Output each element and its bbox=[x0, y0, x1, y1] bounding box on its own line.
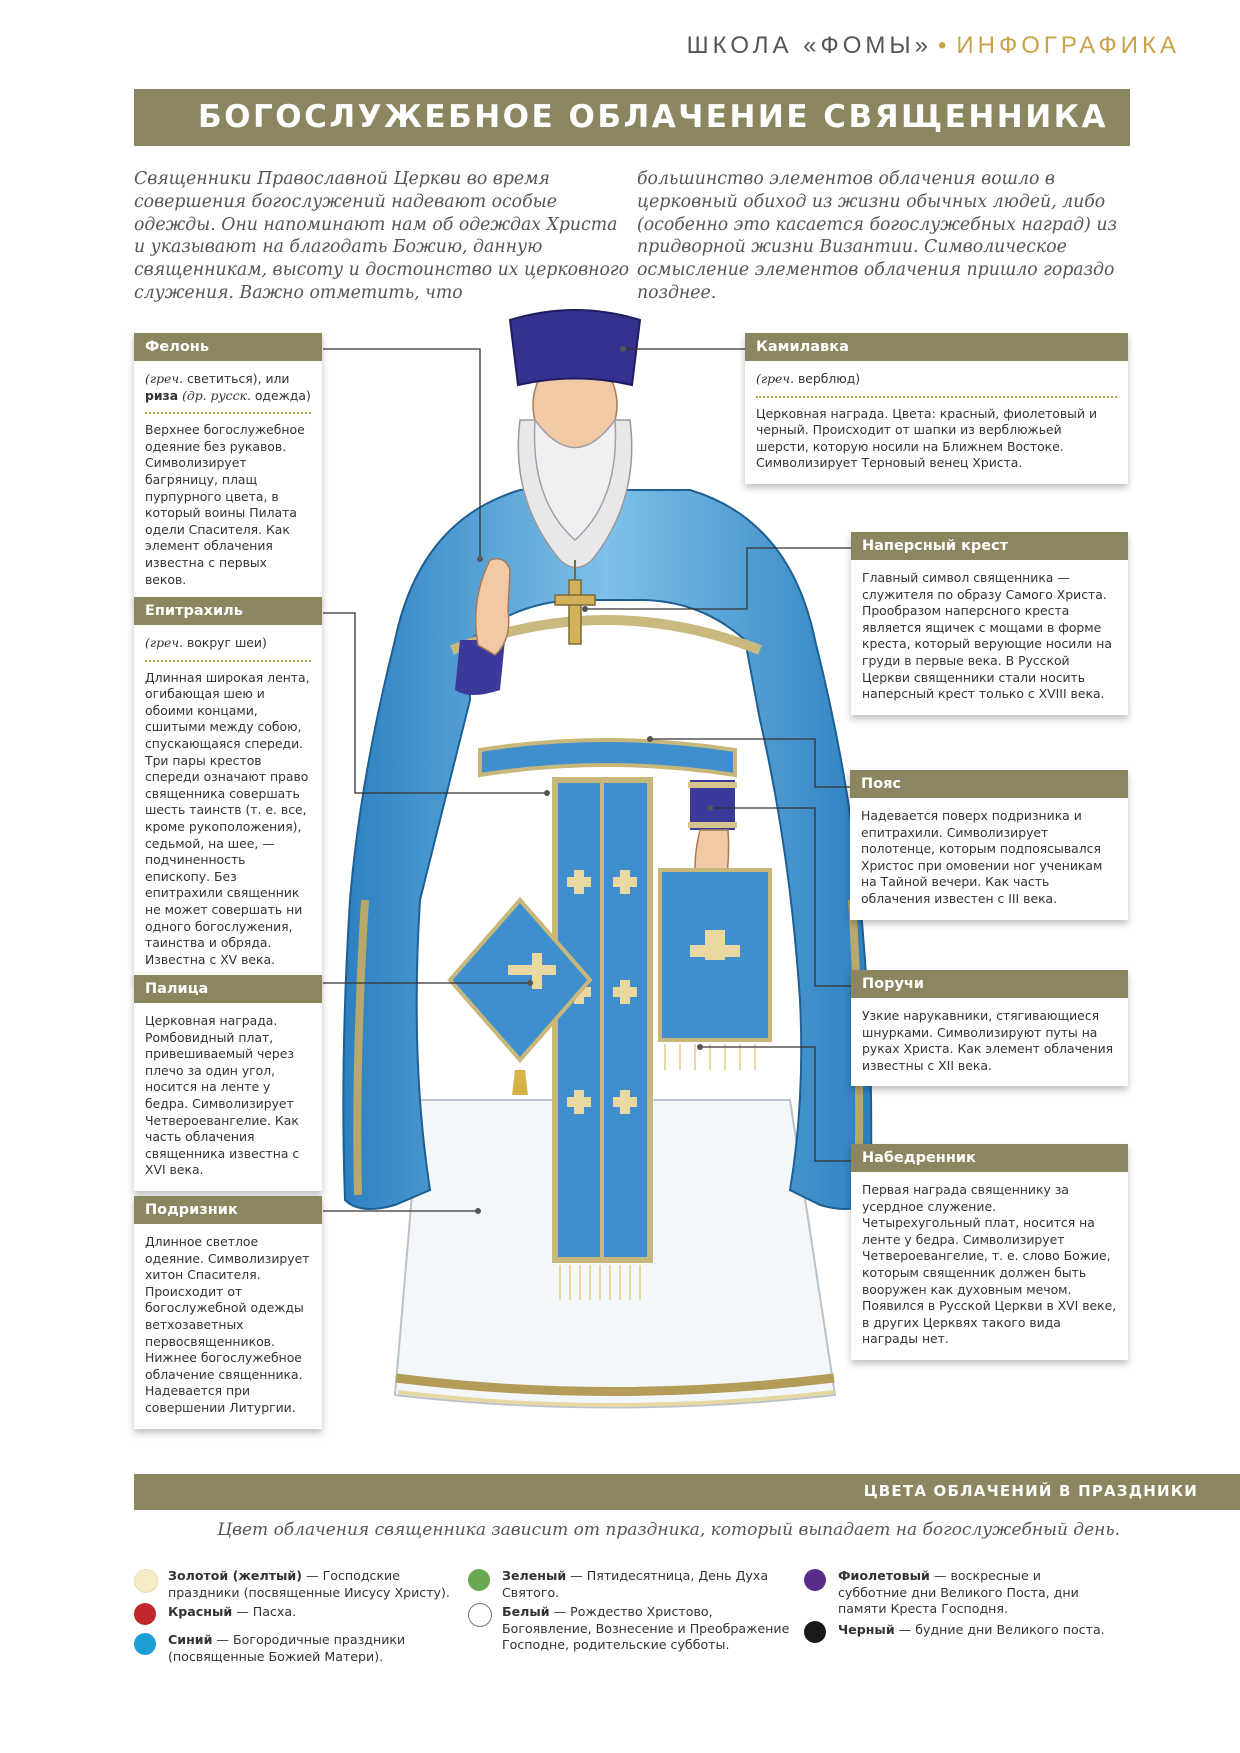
colors-section-bar bbox=[134, 1474, 1240, 1510]
label-palitsa bbox=[134, 975, 322, 1191]
dot-felon bbox=[477, 556, 483, 562]
label-poyas bbox=[850, 770, 1128, 920]
label-nabedrennik-text: Первая награда священнику за усердное служение. Четырехугольный плат, носится на ленте у бедра. Символизирует Четвероевангелие, т. е. слово Божие, которым священник должен быть вооружен как духовным мечом. Появился в Русской Церкви в XVI веке, в других Церквях такого вида награды нет. bbox=[862, 1182, 1117, 1347]
swatch-gold bbox=[134, 1569, 158, 1593]
swatch-green bbox=[468, 1569, 490, 1591]
label-krest-title: Наперсный крест bbox=[851, 532, 1128, 560]
label-felon-text: Верхнее богослужебное одеяние без рукавов. Символизирует багряницу, плащ пурпурного цвета, в который воины Пилата одели Спасителя. Как элемент облачения известна с первых веков. bbox=[145, 422, 305, 587]
label-poyas-title: Пояс bbox=[850, 770, 1128, 798]
legend-item-black: Черный — будние дни Великого поста. bbox=[838, 1622, 1105, 1637]
label-podriznik-title: Подризник bbox=[134, 1196, 322, 1224]
label-epitrakhil-etymology: (греч. вокруг шеи) bbox=[145, 635, 311, 662]
label-felon-title: Фелонь bbox=[134, 333, 322, 361]
label-nabedrennik bbox=[851, 1144, 1128, 1360]
swatch-violet bbox=[804, 1569, 826, 1591]
swatch-white bbox=[468, 1603, 492, 1627]
brand-name: ШКОЛА «ФОМЫ» bbox=[686, 32, 932, 59]
legend-item-violet: Фиолетовый — воскресные и субботние дни Великого Поста, дни памяти Креста Господня. bbox=[838, 1568, 1079, 1616]
brand-section: ИНФОГРАФИКА bbox=[956, 32, 1180, 59]
label-kamilavka-etymology: (греч. верблюд) bbox=[756, 371, 1117, 398]
brand-dot: • bbox=[938, 32, 951, 59]
dot-epitrakhil bbox=[544, 790, 550, 796]
label-podriznik-text: Длинное светлое одеяние. Символизирует хитон Спасителя. Происходит от богослужебной одежды ветхозаветных первосвященников. Нижнее богослужебное облачение священника. Надевается при совершении Литургии. bbox=[145, 1234, 310, 1415]
label-kamilavka-text: Церковная награда. Цвета: красный, фиолетовый и черный. Происходит от шапки из верблюжьей шерсти, которую носили на Ближнем Востоке. Символизирует Терновый венец Христа. bbox=[756, 405, 1097, 471]
swatch-blue bbox=[134, 1633, 156, 1655]
poyas-shape bbox=[480, 740, 735, 775]
swatch-red bbox=[134, 1603, 156, 1625]
label-palitsa-title: Палица bbox=[134, 975, 322, 1003]
label-poyas-text: Надевается поверх подризника и епитрахили. Символизирует полотенце, которым подпоясывался Христос при омовении ног ученикам на Тайной вечери. Как часть облачения известен с III века. bbox=[861, 808, 1103, 906]
label-kamilavka-title: Камилавка bbox=[745, 333, 1128, 361]
legend-item-blue: Синий — Богородичные праздники (посвященные Божией Матери). bbox=[168, 1632, 406, 1664]
label-krest-text: Главный символ священника — служителя по образу Самого Христа. Прообразом наперсного креста является ящичек с мощами в форме креста, который верующие носили на груди в первые века. В Русской Церкви священники стали носить наперсный крест только с XVIII века. bbox=[862, 570, 1112, 702]
legend-item-red: Красный — Пасха. bbox=[168, 1604, 297, 1619]
dot-podriznik bbox=[475, 1208, 481, 1214]
label-palitsa-text: Церковная награда. Ромбовидный плат, привешиваемый через плечо за один угол, носится на ленте у бедра. Символизирует Четвероевангелие. Как часть облачения священника известна с XVI века. bbox=[145, 1013, 300, 1178]
colors-subtitle: Цвет облачения священника зависит от праздника, который выпадает на богослужебный день. bbox=[217, 1520, 1120, 1540]
legend-item-gold: Золотой (желтый) — Господские праздники (посвященные Иисусу Христу). bbox=[168, 1568, 450, 1600]
swatch-black bbox=[804, 1621, 826, 1643]
page-title: БОГОСЛУЖЕБНОЕ ОБЛАЧЕНИЕ СВЯЩЕННИКА bbox=[198, 99, 1108, 135]
dot-nabedrennik bbox=[697, 1044, 703, 1050]
label-poruchi-title: Поручи bbox=[851, 970, 1128, 998]
label-epitrakhil bbox=[134, 597, 322, 980]
label-felon bbox=[134, 333, 322, 600]
label-epitrakhil-title: Епитрахиль bbox=[134, 597, 322, 625]
colors-section-title: ЦВЕТА ОБЛАЧЕНИЙ В ПРАЗДНИКИ bbox=[863, 1482, 1198, 1500]
label-nabedrennik-title: Набедренник bbox=[851, 1144, 1128, 1172]
intro-column-1: Священники Православной Церкви во время совершения богослужений надевают особые одежды. Они напоминают нам об одеждах Христа и указывают на благодать Божию, данную священникам, высоту и достоинство их церковного служения. Важно отметить, что bbox=[134, 169, 630, 303]
dot-poyas bbox=[647, 736, 653, 742]
epitrakhil-shape bbox=[555, 780, 650, 1300]
label-epitrakhil-text: Длинная широкая лента, огибающая шею и обоими концами, сшитыми между собою, спускающаяся спереди. Три пары крестов спереди означают право священника совершать шесть таинств (т. е. все, кроме рукоположения), седьмой, на шее, — подчиненность епископу. Без епитрахили священник не может совершать ни одного богослужения, таинства и обряда. Известна с XV века. bbox=[145, 669, 310, 967]
intro-column-2: большинство элементов облачения вошло в церковный обиход из жизни обычных людей, либо (особенно это касается богослужебных наград) из придворной жизни Византии. Символическое осмысление элементов облачения пришло гораздо позднее. bbox=[637, 169, 1117, 303]
label-podriznik bbox=[134, 1196, 322, 1429]
dot-poruchi bbox=[707, 805, 713, 811]
legend-item-green: Зеленый — Пятидесятница, День Духа Святого. bbox=[502, 1568, 769, 1600]
dot-palitsa bbox=[527, 980, 533, 986]
label-kamilavka bbox=[745, 333, 1128, 484]
dot-krest bbox=[582, 606, 588, 612]
label-felon-etymology: (греч. светиться), или риза (др. русск. одежда) bbox=[145, 371, 311, 414]
legend-item-white: Белый — Рождество Христово, Богоявление, Вознесение и Преображение Господне, родительские субботы. bbox=[502, 1604, 790, 1652]
nabedrennik-shape bbox=[660, 870, 770, 1070]
label-krest bbox=[851, 532, 1128, 715]
dot-kamilavka bbox=[620, 346, 626, 352]
label-poruchi-text: Узкие нарукавники, стягивающиеся шнурками. Символизируют путы на руках Христа. Как элемент облачения известны с XII века. bbox=[862, 1008, 1114, 1073]
label-poruchi bbox=[851, 970, 1128, 1086]
